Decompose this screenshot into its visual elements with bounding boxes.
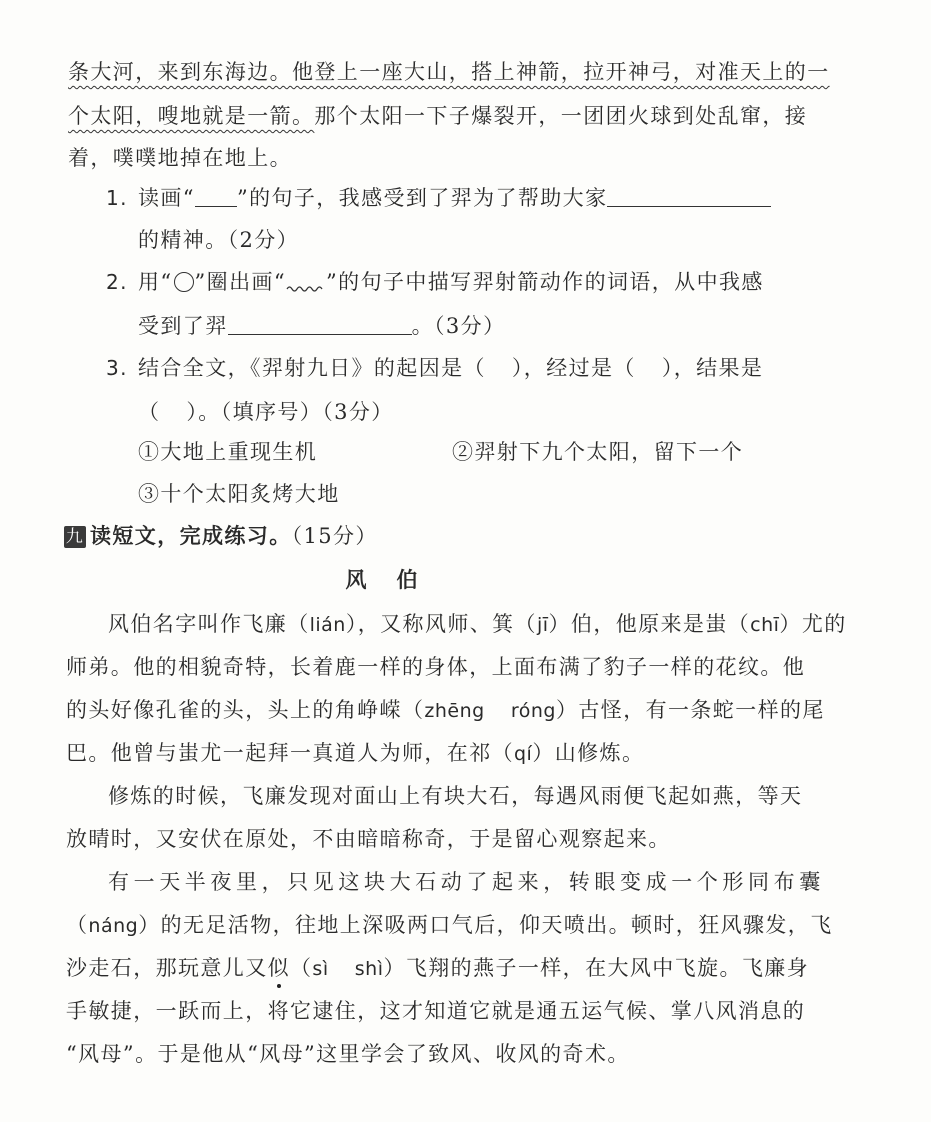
answer-blank[interactable] xyxy=(228,316,412,335)
story-text: ）的无足活物，往地上深吸两口气后，仰天喷出。顿时，狂风骤发，飞 xyxy=(138,913,833,937)
story-text: 巴。他曾与蚩尤一起拜一真道人为师，在祁（ xyxy=(66,741,514,765)
question-text: ”圈出画“ xyxy=(194,270,287,294)
question-text: 读画“ xyxy=(138,186,195,210)
story-text: ）尤的 xyxy=(779,612,847,636)
story-text: 放晴时，又安伏在原处，不由暗暗称奇，于是留心观察起来。 xyxy=(66,827,671,851)
story-line xyxy=(66,823,859,853)
question-text: （ xyxy=(138,400,161,424)
question-text: ）。（填序号）（3分） xyxy=(186,400,394,424)
option-2: ②羿射下九个太阳，留下一个 xyxy=(452,440,744,464)
question-number: 1. xyxy=(106,186,128,210)
question-1-cont xyxy=(138,224,931,254)
passage-text: 着，噗噗地掉在地上。 xyxy=(68,146,292,170)
question-2-cont xyxy=(138,310,931,340)
story-line xyxy=(66,737,859,767)
question-3 xyxy=(106,352,899,382)
story-text: “风母”。于是他从“风母”这里学会了致风、收风的奇术。 xyxy=(66,1042,630,1066)
question-1 xyxy=(106,182,899,212)
pinyin: zhēng róng xyxy=(424,700,556,722)
story-line xyxy=(108,780,901,810)
story-line xyxy=(66,1038,859,1068)
story-text: ）山修炼。 xyxy=(532,741,645,765)
option-row xyxy=(138,478,931,508)
wavy-underlined-text: 他登上一座大山，搭上神箭，拉开神弓，对准天上的一 xyxy=(292,60,830,84)
section-heading xyxy=(64,520,857,550)
story-text: 沙走石，那玩意儿又 xyxy=(66,956,268,980)
passage-line-3 xyxy=(68,142,861,172)
story-text: （ xyxy=(66,913,89,937)
question-number: 3. xyxy=(106,356,128,380)
story-text: 师弟。他的相貌奇特，长着鹿一样的身体，上面布满了豹子一样的花纹。他 xyxy=(66,655,806,679)
story-text: ）飞翔的燕子一样，在大风中飞旋。飞廉身 xyxy=(383,956,810,980)
story-text: 的头好像孔雀的头，头上的角峥嵘（ xyxy=(66,698,425,722)
story-line xyxy=(66,651,859,681)
answer-blank[interactable] xyxy=(195,188,237,207)
story-text: 修炼的时候，飞廉发现对面山上有块大石，每遇风雨便飞起如燕，等天 xyxy=(108,784,803,808)
passage-line-2 xyxy=(68,100,861,130)
pinyin: chī xyxy=(750,614,780,636)
story-line xyxy=(108,608,901,638)
section-instruction: 读短文，完成练习。 xyxy=(90,524,292,548)
question-text: 用“ xyxy=(138,270,173,294)
question-text: 。（3分） xyxy=(411,314,506,338)
story-text: ），又称风师、箕（ xyxy=(345,612,537,636)
pinyin: jī xyxy=(536,614,549,636)
pinyin: lián xyxy=(309,614,346,636)
passage-text: 那个太阳一下子爆裂开，一团团火球到处乱窜，接 xyxy=(314,104,808,128)
option-3: ③十个太阳炙烤大地 xyxy=(138,482,340,506)
section-number-badge: 九 xyxy=(65,527,85,547)
pinyin: náng xyxy=(88,915,139,937)
story-text: ）古怪，有一条蛇一样的尾 xyxy=(556,698,825,722)
wavy-line-icon xyxy=(286,275,326,293)
question-3-cont xyxy=(138,396,931,426)
question-text: 的精神。（2分） xyxy=(138,228,300,252)
story-title: 风伯 xyxy=(345,568,448,592)
question-number: 2. xyxy=(106,270,128,294)
option-row xyxy=(452,436,782,466)
story-text: 手敏捷，一跃而上，将它逮住，这才知道它就是通五运气候、掌八风消息的 xyxy=(66,999,806,1023)
question-text: ”的句子，我感受到了羿为了帮助大家 xyxy=(236,186,608,210)
circle-icon xyxy=(174,272,194,292)
story-line xyxy=(66,952,859,982)
story-text: （ xyxy=(290,956,313,980)
story-text: 有一天半夜里，只见这块大石动了起来，转眼变成一个形同布囊 xyxy=(108,870,825,894)
question-text: 受到了羿 xyxy=(138,314,228,338)
question-text: ），经过是（ xyxy=(511,356,636,380)
passage-line-1 xyxy=(68,56,861,86)
story-line xyxy=(108,866,901,896)
story-text: ）伯，他原来是蚩（ xyxy=(548,612,751,636)
story-line xyxy=(66,694,859,724)
section-score: （15分） xyxy=(291,524,378,548)
answer-blank[interactable] xyxy=(607,188,771,207)
dot-marked-char: 似 xyxy=(267,956,291,980)
question-text: 结合全文，《羿射九日》的起因是（ xyxy=(138,356,486,380)
story-text: 风伯名字叫作飞廉（ xyxy=(108,612,310,636)
wavy-underlined-text: 条大河，来到东海边。 xyxy=(68,60,292,84)
option-1: ①大地上重现生机 xyxy=(138,440,318,464)
story-line xyxy=(66,995,859,1025)
story-line xyxy=(66,909,859,939)
wavy-underlined-text: 个太阳，嗖地就是一箭。 xyxy=(68,104,315,128)
question-text: ），结果是 xyxy=(661,356,764,380)
pinyin: qí xyxy=(514,743,533,765)
question-2 xyxy=(106,266,899,296)
question-text: ”的句子中描写羿射箭动作的词语，从中我感 xyxy=(326,270,764,294)
pinyin: sì shì xyxy=(312,958,384,980)
